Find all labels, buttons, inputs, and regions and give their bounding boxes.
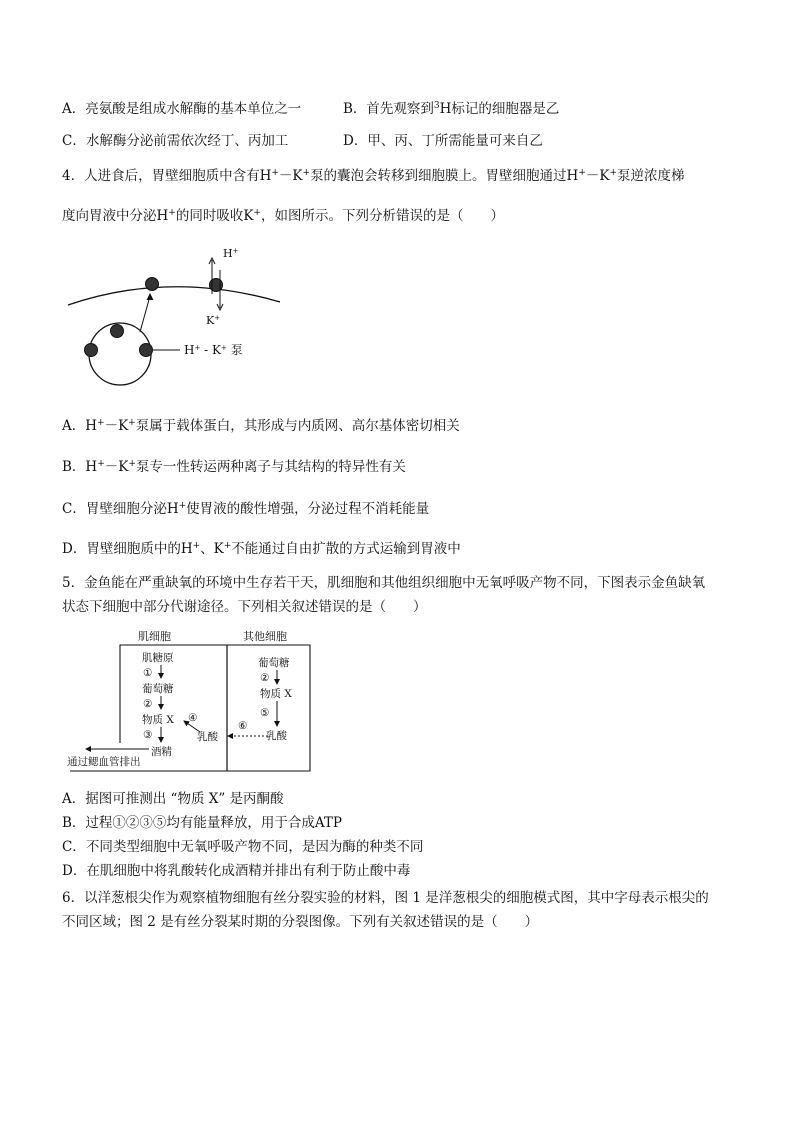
pump-on-membrane bbox=[146, 278, 159, 291]
step2-right-label: ② bbox=[260, 672, 270, 684]
muscle-cell-header: 肌细胞 bbox=[138, 630, 171, 643]
q4-pump-figure bbox=[60, 240, 300, 400]
q4-option-d: D．胃壁细胞质中的H+、K+不能通过自由扩散的方式运输到胃液中 bbox=[62, 541, 461, 557]
glucose-right-label: 葡萄糖 bbox=[258, 657, 290, 669]
step6-label: ⑥ bbox=[238, 720, 248, 732]
step5-label: ⑤ bbox=[260, 707, 270, 719]
q6-stem-line1: 6．以洋葱根尖作为观察植物细胞有丝分裂实验的材料，图 1 是洋葱根尖的细胞模式图，其中字母表示根尖的 bbox=[62, 890, 709, 906]
vesicle-pump bbox=[85, 344, 98, 357]
transfer-arrowhead bbox=[147, 293, 154, 300]
q4-option-b: B．H+－K+泵专一性转运两种离子与其结构的特异性有关 bbox=[62, 459, 406, 475]
q4-stem-line2: 度向胃液中分泌H+的同时吸收K+，如图所示。下列分析错误的是（ ） bbox=[62, 208, 504, 224]
vesicle-pump bbox=[111, 325, 124, 338]
q4-stem-line1: 4．人进食后，胃壁细胞质中含有H+－K+泵的囊泡会转移到细胞膜上。胃壁细胞通过H+－K+泵逆浓度梯 bbox=[62, 168, 685, 184]
pump-transporting bbox=[210, 279, 223, 292]
pump-label: H+ - K+ 泵 bbox=[184, 343, 243, 357]
q5-option-a: A．据图可推测出 “物质 X” 是丙酮酸 bbox=[62, 791, 284, 807]
q3-option-a: A．亮氨酸是组成水解酶的基本单位之一 bbox=[62, 101, 302, 117]
q5-option-b: B．过程①②③⑤均有能量释放，用于合成ATP bbox=[62, 815, 343, 831]
q5-option-c: C．不同类型细胞中无氧呼吸产物不同，是因为酶的种类不同 bbox=[62, 839, 424, 855]
q4-option-a: A．H+－K+泵属于载体蛋白，其形成与内质网、高尔基体密切相关 bbox=[62, 418, 460, 434]
lactate-right-label: 乳酸 bbox=[266, 730, 287, 742]
step1-label: ① bbox=[143, 667, 153, 679]
glucose-left-label: 葡萄糖 bbox=[142, 683, 174, 695]
substance-x-right-label: 物质 X bbox=[260, 688, 292, 700]
q3-option-d: D．甲、丙、丁所需能量可来自乙 bbox=[343, 133, 543, 149]
vesicle-pump bbox=[140, 344, 153, 357]
other-cell-header: 其他细胞 bbox=[243, 630, 287, 643]
step2-left-label: ② bbox=[143, 698, 153, 710]
transfer-arrow bbox=[140, 296, 150, 332]
q5-metabolism-figure bbox=[60, 628, 320, 773]
step4-label: ④ bbox=[188, 712, 198, 724]
q3-option-b: B．首先观察到$^3$H标记的细胞器是乙 bbox=[343, 101, 560, 117]
q4-option-c: C．胃壁细胞分泌H+使胃液的酸性增强，分泌过程不消耗能量 bbox=[62, 501, 430, 517]
k-ion-label: K+ bbox=[206, 314, 221, 327]
q3-option-c: C．水解酶分泌前需依次经丁、丙加工 bbox=[62, 133, 289, 149]
q5-stem-line1: 5．金鱼能在严重缺氧的环境中生存若干天，肌细胞和其他组织细胞中无氧呼吸产物不同，下图表示金鱼缺氧 bbox=[62, 575, 706, 591]
substance-x-left-label: 物质 X bbox=[142, 714, 174, 726]
q6-stem-line2: 不同区域；图 2 是有丝分裂某时期的分裂图像。下列有关叙述错误的是（ ） bbox=[62, 914, 539, 930]
q5-stem-line2: 状态下细胞中部分代谢途径。下列相关叙述错误的是（ ） bbox=[62, 599, 427, 615]
glycogen-label: 肌糖原 bbox=[142, 652, 174, 664]
h-ion-label: H+ bbox=[223, 247, 239, 260]
alcohol-label: 酒精 bbox=[151, 746, 172, 758]
step3-label: ③ bbox=[143, 729, 153, 741]
lactate-left-label: 乳酸 bbox=[197, 731, 218, 743]
excrete-label: 通过鳃血管排出 bbox=[67, 756, 141, 768]
q5-option-d: D．在肌细胞中将乳酸转化成酒精并排出有利于防止酸中毒 bbox=[62, 863, 411, 879]
cell-membrane bbox=[68, 287, 280, 305]
